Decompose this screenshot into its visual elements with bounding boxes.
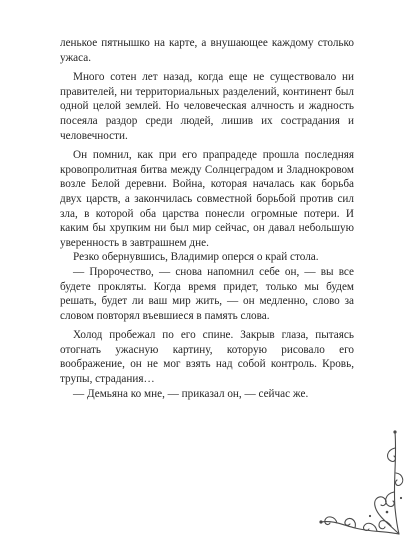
paragraph-3: Он помнил, как при его прапрадеде прошла последняя кровопролитная битва между Солнцеградом и Зладнокровом возле Белой деревни. Война, которая началась как борьба двух царств, а закончилась совместной борьбой против сил зла, в которой оба царства понесли огромные потери. И каким бы хрупким ни был мир сейчас, он давал небольшую уверенность в завтрашнем дне. — [60, 149, 354, 249]
paragraph-1: ленькое пятнышко на карте, а внушающее каждому столько ужаса. — [60, 37, 354, 64]
paragraph-7: — Демьяна ко мне, — приказал он, — сейчас же. — [73, 387, 309, 400]
paragraph-6: Холод пробежал по его спине. Закрыв глаза, пытаясь отогнать ужасную картину, которую рисовало его воображение, он не мог взять над собой контроль. Кровь, трупы, страдания… — [60, 329, 354, 386]
paragraph-4: Резко обернувшись, Владимир оперся о край стола. — [73, 251, 319, 264]
paragraph-2: Много сотен лет назад, когда еще не существовало ни правителей, ни территориальных разделений, континент был одной целой землей. Но человеческая алчность и жадность посеяла раздор среди людей, лишив их сострадания и человечности. — [60, 71, 354, 142]
page-text — [60, 36, 354, 401]
paragraph-5: — Пророчество, — снова напомнил себе он, — вы все будете прокляты. Когда время придет, только мы будем решать, будет ли ваш мир жить, — он медленно, слово за словом повторял въевшиеся в память слова. — [60, 265, 354, 322]
corner-flourish-icon — [315, 428, 405, 538]
